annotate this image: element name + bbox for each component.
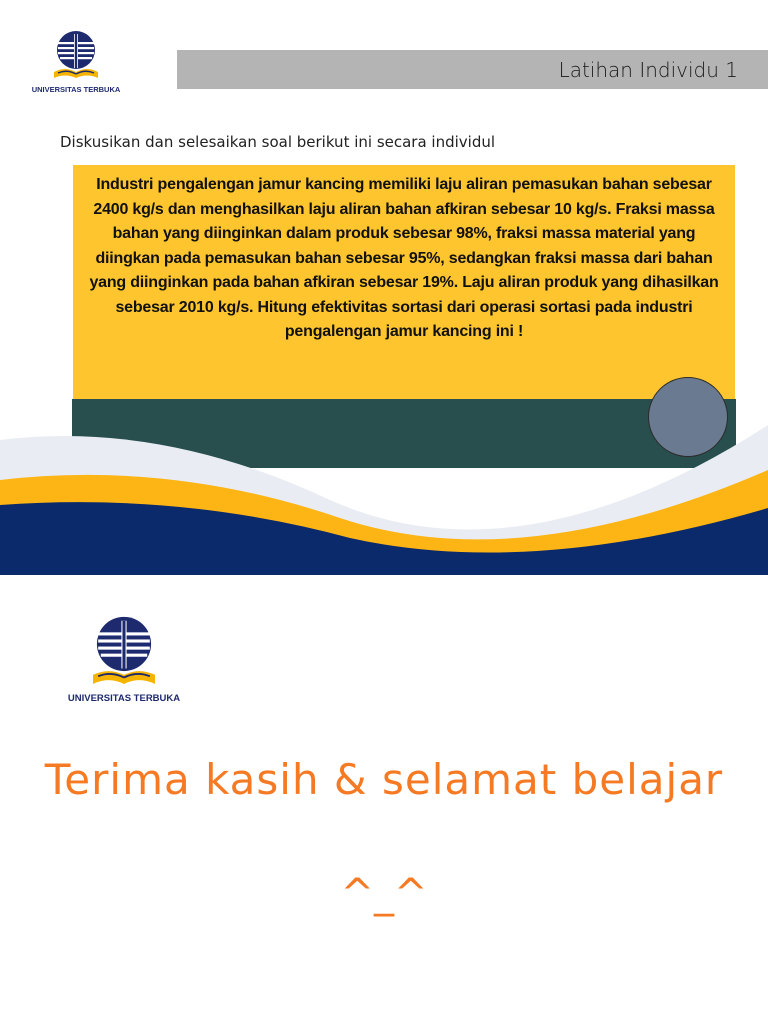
universitas-terbuka-logo xyxy=(62,613,186,709)
problem-text: Industri pengalengan jamur kancing memiliki laju aliran pemasukan bahan sebesar 2400 kg/s dan menghasilkan laju aliran bahan afkiran sebesar 10 kg/s. Fraksi massa bahan yang diinginkan dalam produk sebesar 98%, fraksi massa material yang diingkan pada pemasukan bahan sebesar 95%, sedangkan fraksi massa dari bahan yang diinginkan pada bahan afkiran sebesar 19%. Laju aliran produk yang dihasilkan sebesar 2010 kg/s. Hitung efektivitas sortasi dari operasi sortasi pada industri pengalengan jamur kancing ini ! xyxy=(89,176,719,340)
globe-book-icon xyxy=(28,28,124,86)
problem-box xyxy=(73,165,735,401)
globe-book-icon xyxy=(62,613,186,693)
instruction-text: Diskusikan dan selesaikan soal berikut ini secara individul xyxy=(60,133,496,151)
logo-text: UNIVERSITAS TERBUKA xyxy=(31,85,121,94)
title-bar xyxy=(177,50,768,89)
slide-terima-kasih xyxy=(0,575,768,1024)
thanks-heading: Terima kasih & selamat belajar xyxy=(44,755,724,804)
slide-title: Latihan Individu 1 xyxy=(558,58,738,82)
universitas-terbuka-logo xyxy=(28,28,124,96)
logo-text: UNIVERSITAS TERBUKA xyxy=(67,693,181,704)
decorative-waves xyxy=(0,400,768,575)
smiley-text: ^_^ xyxy=(340,871,428,917)
